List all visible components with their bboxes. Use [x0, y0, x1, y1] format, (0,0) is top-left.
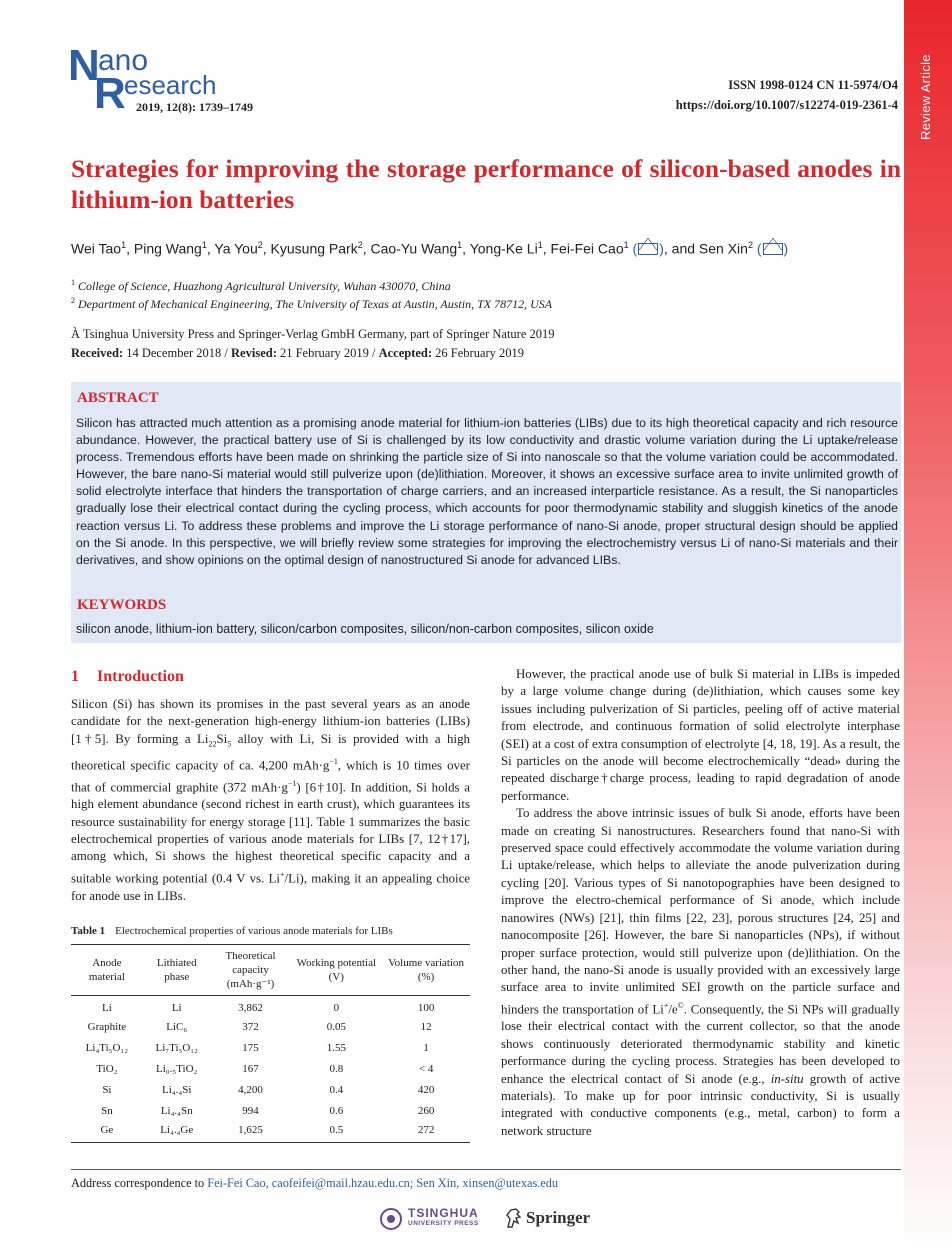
affiliation-1: $^1$ College of Science, Huazhong Agricultural University, Wuhan 430070, China — [71, 278, 451, 293]
abstract-box — [71, 382, 901, 643]
footer-divider — [71, 1169, 901, 1170]
review-article-sidebar — [904, 0, 952, 1256]
author: Cao-Yu Wang — [370, 240, 458, 257]
intro-paragraph-2: However, the practical anode use of bulk Si material in LIBs is impeded by a large volume change during (de)lithiation, which causes some key issues including pulverization of Si particles, peeling off of active material from electrode, and continuous formation of solid electrolyte interphase (SEI) at a cost of extra consumption of electrolyte [4, 18, 19]. As a result, the Si particles on the anode will become electrochemically “dead» during the repeated discharge†charge process, leading to rapid degradation of anode performance. — [501, 667, 900, 803]
col-header: Anode material — [71, 945, 143, 996]
nano-research-logo — [68, 41, 253, 118]
publisher-logos — [380, 1206, 600, 1232]
tsinghua-seal-icon — [380, 1208, 402, 1230]
author: Ping Wang — [133, 240, 202, 257]
author: Sen Xin — [698, 240, 748, 257]
table-row: Si Li₄.₄Si 4,200 0.4 420 — [102, 1084, 435, 1096]
table-row: Li₄Ti₅O₁₂ Li₇Ti₅O₁₂ 175 1.55 1 — [85, 1042, 429, 1054]
author: Wei Tao — [71, 240, 122, 257]
author: Kyusung Park — [270, 240, 358, 257]
article-dates: Received: 14 December 2018 / Revised: 21 February 2019 / Accepted: 26 February 2019 — [71, 346, 525, 360]
keywords-heading: KEYWORDS — [77, 597, 167, 613]
table-row: Graphite LiC₆ 372 0.05 12 — [87, 1021, 432, 1033]
springer-logo-text: Springer — [526, 1208, 591, 1227]
table-row: Sn Li₄.₄Sn 994 0.6 260 — [101, 1105, 435, 1117]
tsinghua-logo-text: TSINGHUA — [408, 1206, 479, 1220]
journal-citation: 2019, 12(8): 1739–1749 — [136, 100, 253, 114]
email-icon[interactable] — [638, 243, 658, 255]
abstract-heading: ABSTRACT — [77, 390, 159, 406]
keywords-text: silicon anode, lithium-ion battery, silicon/carbon composites, silicon/non-carbon composites, silicon oxide — [76, 622, 654, 636]
correspondence-emails[interactable]: Fei-Fei Cao, caofeifei@mail.hzau.edu.cn; Sen Xin, xinsen@utexas.edu — [207, 1176, 559, 1190]
paper-title: Strategies for improving the storage performance of silicon-based anodes in lithium-ion batteries — [71, 154, 901, 214]
col-header: Theoretical capacity (mAh·g⁻¹) — [211, 945, 291, 996]
email-icon[interactable] — [763, 243, 783, 255]
abstract-text: Silicon has attracted much attention as a promising anode material for lithium-ion batteries (LIBs) due to its high theoretical capacity and rich resource abundance. However, the practical battery use of Si is challenged by its low conductivity and drastic volume variation during the Li uptake/release process. Tremendous efforts have been made on shrinking the particle size of Si into nanoscale so that the volume variation could be accommodated. However, the bare nano-Si material would still pulverize upon (de)lithiation. Moreover, it shows an excessive surface area to invite unlimited growth of solid electrolyte interface that hinders the transportation of charge carriers, and an increased interparticle resistance. As a result, the Si nanoparticles gradually lose their electrical contact during the cycling process, which accounts for poor thermodynamic stability and sluggish kinetics of the anode reaction versus Li. To address these problems and improve the Li storage performance of nano-Si anode, proper structural design should be applied on the Si anode. In this perspective, we will briefly review some strategies for improving the electrochemistry versus Li of nano-Si materials and their derivatives, and show opinions on the optimal design of nanostructured Si anode for advanced LIBs. — [76, 416, 898, 567]
col-header: Volume variation (%) — [382, 945, 470, 996]
issn: ISSN 1998-0124 CN 11-5974/O4 — [728, 78, 898, 92]
anode-properties-table — [71, 944, 470, 1143]
intro-paragraph-1: Silicon (Si) has shown its promises in the past several years as an anode candidate for the next-generation high-energy lithium-ion batteries (LIBs) [1†5]. By forming a $Li_{22}Si_5$ alloy with Li, Si is provided with a high theoretical specific capacity of ca. 4,200 $mAh\cdot g^{-1}$, which is 10 times over that of commercial graphite (372 $mAh\cdot g^{-1}$) [6†10]. In addition, Si holds a high element abundance (second richest in earth crust), which guarantees its resource sustainability for energy storage [11]. Table 1 summarizes the basic electrochemical properties of various anode materials for LIBs [7, 12†17], among which, Si shows the highest theoretical specific capacity and a suitable working potential (0.4 V vs. Li+/Li), making it an appealing choice for anode use in LIBs. — [71, 697, 471, 903]
table-row: Li Li 3,862 0 100 — [102, 1002, 435, 1015]
table-header-row — [71, 945, 470, 996]
and-word: and — [671, 240, 696, 257]
section-heading-introduction: 1 Introduction — [71, 668, 184, 685]
intro-left-column — [71, 696, 470, 905]
logo-esearch: esearch — [124, 70, 217, 100]
intro-right-column — [501, 666, 900, 1140]
copyright: À Tsinghua University Press and Springer-Verlag GmbH Germany, part of Springer Nature 2019 — [71, 327, 555, 341]
logo-letter-n: N — [68, 41, 100, 90]
tsinghua-logo-subtext: UNIVERSITY PRESS — [408, 1220, 479, 1227]
table-row: TiO₂ Li₀.₅TiO₂ 167 0.8 < 4 — [96, 1063, 434, 1075]
table-row: Ge Li₄.₄Ge 1,625 0.5 272 — [71, 1122, 470, 1143]
affiliation-2: $^2$ Department of Mechanical Engineering, The University of Texas at Austin, Austin, TX 78712, USA — [71, 296, 553, 311]
intro-paragraph-3: To address the above intrinsic issues of bulk Si anode, efforts have been made on creating Si nanostructures. Researchers found that nano-Si with preserved space could effectively accommodate the volume variation during Li uptake/release, which helps to alleviate the anode pulverization during cycling [20]. Various types of Si nanotopographies have been designed to improve the electro-chemical performance of Si anode, which include nanowires (NWs) [21], thin films [22, 23], porous structures [24, 25] and nanocomposite [26]. However, the bare Si nanoparticles (NPs), if without proper surface protection, would still pulverize upon (de)lithiation. On the other hand, the nano-Si anode is usually provided with an excessively large surface area to invite unlimited SEI growth on the particle surface and hinders the transportation of Li+/e©. Consequently, the Si NPs will gradually lose their electrical contact with the current collector, so that the anode shows continuously deteriorated thermodynamic stability and kinetic performance during the cycling process. Strategies has been developed to enhance the electrical contact of Si anode (e.g., in-situ growth of active materials). To make up for poor intrinsic conductivity, Si is usually integrated with conductive components (e.g., metal, carbon) to form a network structure — [501, 806, 900, 1138]
table-caption: Table 1 Electrochemical properties of various anode materials for LIBs — [71, 925, 393, 937]
logo-letter-r: R — [94, 69, 126, 118]
springer-horse-icon — [504, 1207, 524, 1229]
col-header: Lithiated phase — [143, 945, 211, 996]
logo-ano: ano — [98, 44, 149, 77]
correspondence-address: Address correspondence to Fei-Fei Cao, caofeifei@mail.hzau.edu.cn; Sen Xin, xinsen@utexas.edu — [71, 1176, 559, 1190]
author: Yong-Ke Li — [469, 240, 538, 257]
author: Fei-Fei Cao — [550, 240, 624, 257]
article-type-label: Review Article — [918, 54, 933, 140]
author: Ya You — [214, 240, 258, 257]
author-list: Wei Tao$^1$, Ping Wang$^1$, Ya You$^2$, Kyusung Park$^2$, Cao-Yu Wang$^1$, Yong-Ke Li$^1$, Fei-Fei Cao$^1$ ( ), and Sen Xin$^2$ ( ) — [71, 240, 789, 257]
col-header: Working potential (V) — [290, 945, 382, 996]
doi-link[interactable]: https://doi.org/10.1007/s12274-019-2361-4 — [675, 98, 898, 112]
